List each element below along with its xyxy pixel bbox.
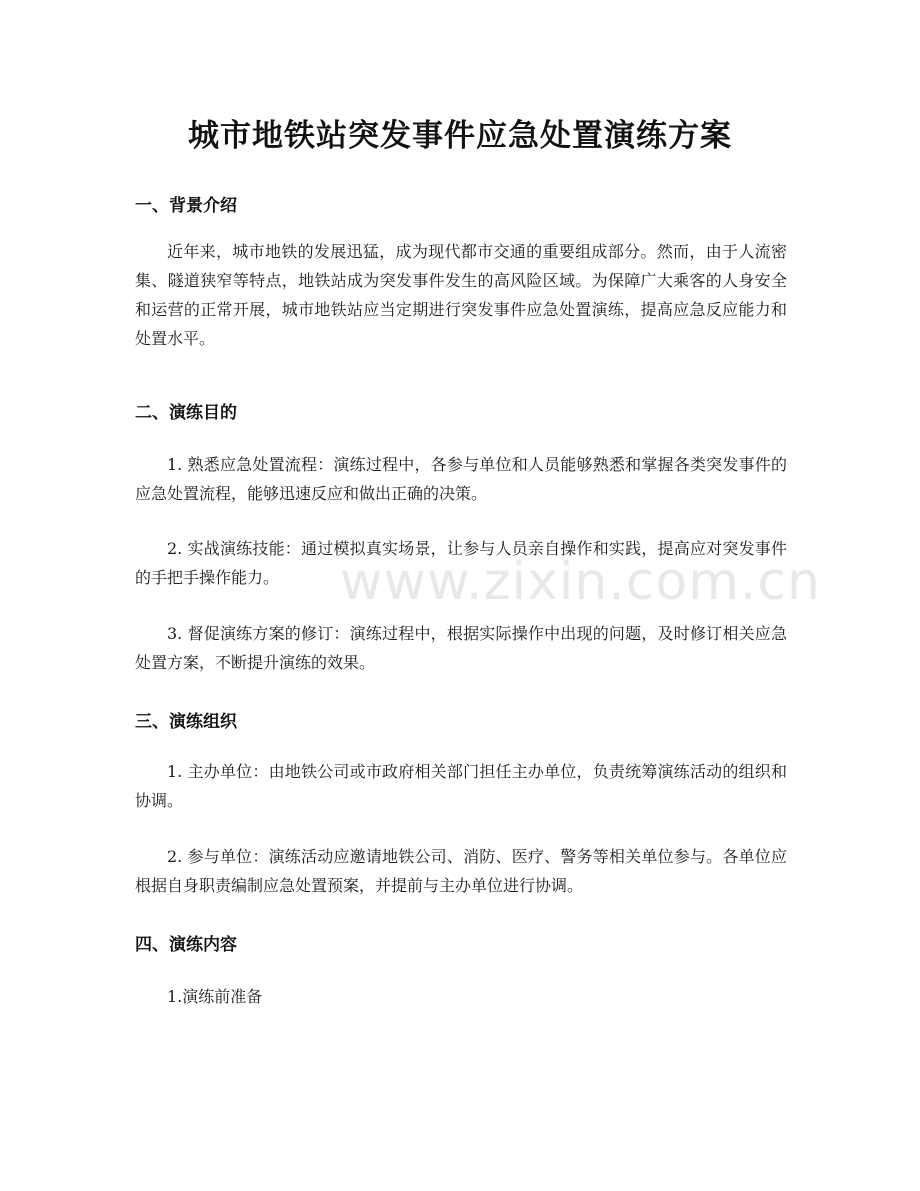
watermark: www.zixin.com.cn xyxy=(340,552,821,612)
section-heading-purpose: 二、演练目的 xyxy=(135,403,237,423)
paragraph-purpose-2: 2. 实战演练技能：通过模拟真实场景，让参与人员亲自操作和实践，提高应对突发事件的手把手操作能力。 xyxy=(135,539,787,587)
paragraph-content-1: 1.演练前准备 xyxy=(167,987,263,1006)
paragraph-background: 近年来，城市地铁的发展迅猛，成为现代都市交通的重要组成部分。然而，由于人流密集、隧道狭窄等特点，地铁站成为突发事件发生的高风险区域。为保障广大乘客的人身安全和运营的正常开展，城市地铁站应当定期进行突发事件应急处置演练，提高应急反应能力和处置水平。 xyxy=(135,242,787,348)
paragraph-organization-2: 2. 参与单位：演练活动应邀请地铁公司、消防、医疗、警务等相关单位参与。各单位应根据自身职责编制应急处置预案，并提前与主办单位进行协调。 xyxy=(135,847,787,895)
paragraph-purpose-3: 3. 督促演练方案的修订：演练过程中，根据实际操作中出现的问题，及时修订相关应急处置方案，不断提升演练的效果。 xyxy=(135,624,787,672)
paragraph-purpose-1: 1. 熟悉应急处置流程：演练过程中，各参与单位和人员能够熟悉和掌握各类突发事件的应急处置流程，能够迅速反应和做出正确的决策。 xyxy=(135,455,787,503)
section-heading-content: 四、演练内容 xyxy=(135,935,237,955)
page-title: 城市地铁站突发事件应急处置演练方案 xyxy=(188,118,732,154)
section-heading-background: 一、背景介绍 xyxy=(135,196,237,216)
paragraph-organization-1: 1. 主办单位：由地铁公司或市政府相关部门担任主办单位，负责统筹演练活动的组织和协调。 xyxy=(135,762,787,810)
section-heading-organization: 三、演练组织 xyxy=(135,712,237,732)
